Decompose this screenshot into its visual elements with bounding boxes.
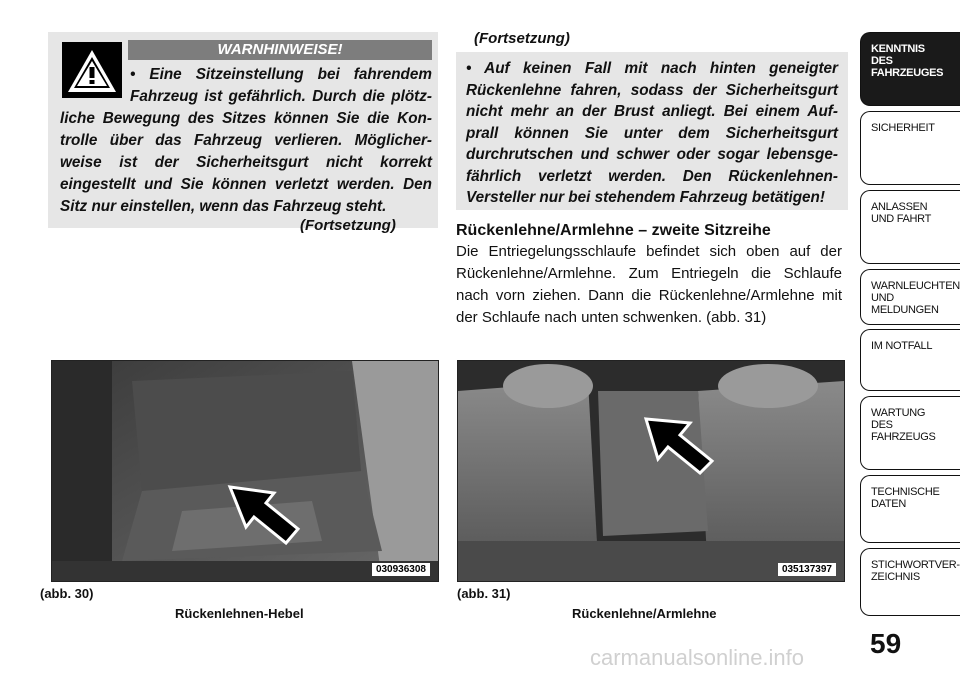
tab-im-notfall[interactable] bbox=[860, 329, 960, 391]
armrest-image bbox=[458, 361, 844, 581]
warning-text-right: • Auf keinen Fall mit nach hinten geneigter Rückenlehne fahren, sodass der Sicherheitsgurt nicht mehr an der Brust anliegt. Bei einem Auf-prall können Sie unter dem Sicherheitsgurt durchrutschen und schwer oder sogar lebensge-fährlich verletzt werden. Den Rückenlehnen-Versteller nur bei stehendem Fahrzeug betätigen! bbox=[466, 60, 838, 206]
tab-label-line: IM NOTFALL bbox=[871, 340, 933, 352]
continued-label-right: (Fortsetzung) bbox=[474, 30, 570, 47]
section-title: Rückenlehne/Armlehne – zweite Sitzreihe bbox=[456, 222, 771, 239]
tab-sicherheit[interactable] bbox=[860, 111, 960, 185]
figure-31-photo bbox=[457, 360, 845, 582]
tab-label-line: DES bbox=[871, 419, 893, 431]
tab-label-line: KENNTNIS bbox=[871, 43, 925, 55]
watermark: carmanualsonline.info bbox=[590, 645, 805, 670]
figure-31-label: (abb. 31) bbox=[457, 586, 511, 601]
tab-label-line: UND bbox=[871, 292, 894, 304]
figure-31-caption: Rückenlehne/Armlehne bbox=[572, 606, 717, 621]
seat-lever-image bbox=[52, 361, 438, 581]
warning-header: WARNHINWEISE! bbox=[128, 40, 432, 60]
tab-label-line: SICHERHEIT bbox=[871, 122, 935, 134]
tab-label-line: FAHRZEUGS bbox=[871, 431, 936, 443]
tab-label-line: WARNLEUCHTEN bbox=[871, 280, 960, 292]
section-body: Die Entriegelungsschlaufe befindet sich oben auf der Rückenlehne/Armlehne. Zum Entriegeln die Schlaufe nach vorn ziehen. Dann die Rückenlehne/Armlehne mit der Schlaufe nach unten schwenken. (abb. 31) bbox=[456, 243, 842, 326]
warning-text-left: • Eine Sitzeinstellung bei fahrendem Fahrzeug ist gefährlich. Durch die plötz-liche Bewegung des Sitzes können Sie die Kon-trolle über das Fahrzeug verlieren. Möglicher-weise ist der Sicherheitsgurt nicht korrekt eingestellt und Sie können verletzt werden. Den Sitz nur einstellen, wenn das Fahrzeug steht. bbox=[60, 66, 432, 215]
tab-technische-daten[interactable] bbox=[860, 475, 960, 543]
figure-30-photo bbox=[51, 360, 439, 582]
tab-label-line: TECHNISCHE bbox=[871, 486, 940, 498]
page-number: 59 bbox=[870, 628, 902, 659]
tab-label-line: MELDUNGEN bbox=[871, 304, 939, 316]
tab-anlassen-und-fahrt[interactable] bbox=[860, 190, 960, 264]
figure-30-label: (abb. 30) bbox=[40, 586, 94, 601]
tab-stichwortver-zeichnis[interactable] bbox=[860, 548, 960, 616]
tab-label-line: STICHWORTVER- bbox=[871, 559, 960, 571]
tab-label-line: UND FAHRT bbox=[871, 213, 932, 225]
tab-label-line: WARTUNG bbox=[871, 407, 926, 419]
tab-label-line: ANLASSEN bbox=[871, 201, 928, 213]
figure-code: 035137397 bbox=[778, 563, 836, 576]
tab-label-line: DATEN bbox=[871, 498, 906, 510]
tab-label-line: FAHRZEUGES bbox=[871, 67, 944, 79]
tab-label-line: ZEICHNIS bbox=[871, 571, 920, 583]
tab-wartung-des-fahrzeugs[interactable] bbox=[860, 396, 960, 470]
tab-label-line: DES bbox=[871, 55, 893, 67]
tab-kenntnis-des-fahrzeuges[interactable] bbox=[860, 32, 960, 106]
continued-label-left: (Fortsetzung) bbox=[300, 217, 396, 234]
figure-30-caption: Rückenlehnen-Hebel bbox=[175, 606, 304, 621]
tab-warnleuchten-und-meldungen[interactable] bbox=[860, 269, 960, 325]
figure-code: 030936308 bbox=[372, 563, 430, 576]
